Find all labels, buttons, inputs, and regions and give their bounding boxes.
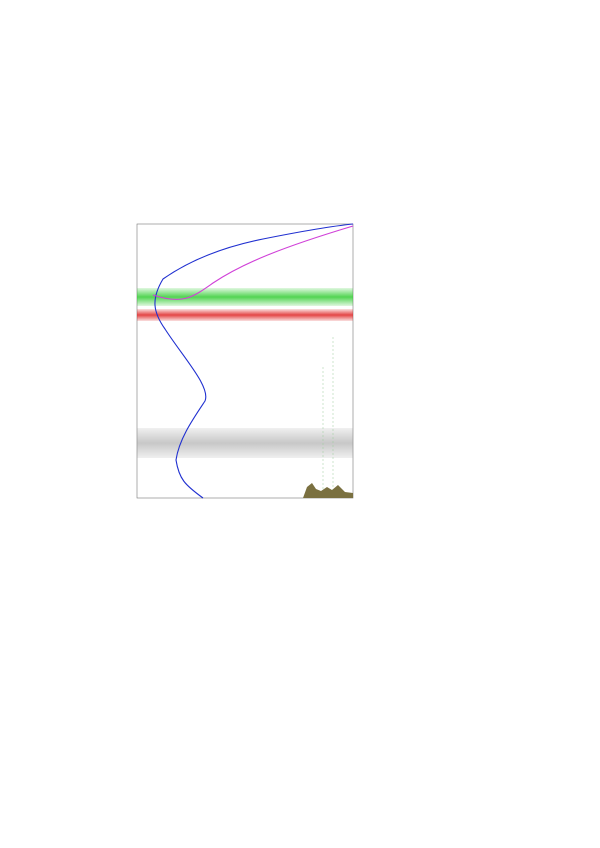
airglow-oh-band [137,309,353,321]
ozone-band [137,428,353,458]
atmosphere-temperature-figure [113,217,363,539]
section-heading [47,26,63,39]
airglow-o2-band [137,288,353,306]
